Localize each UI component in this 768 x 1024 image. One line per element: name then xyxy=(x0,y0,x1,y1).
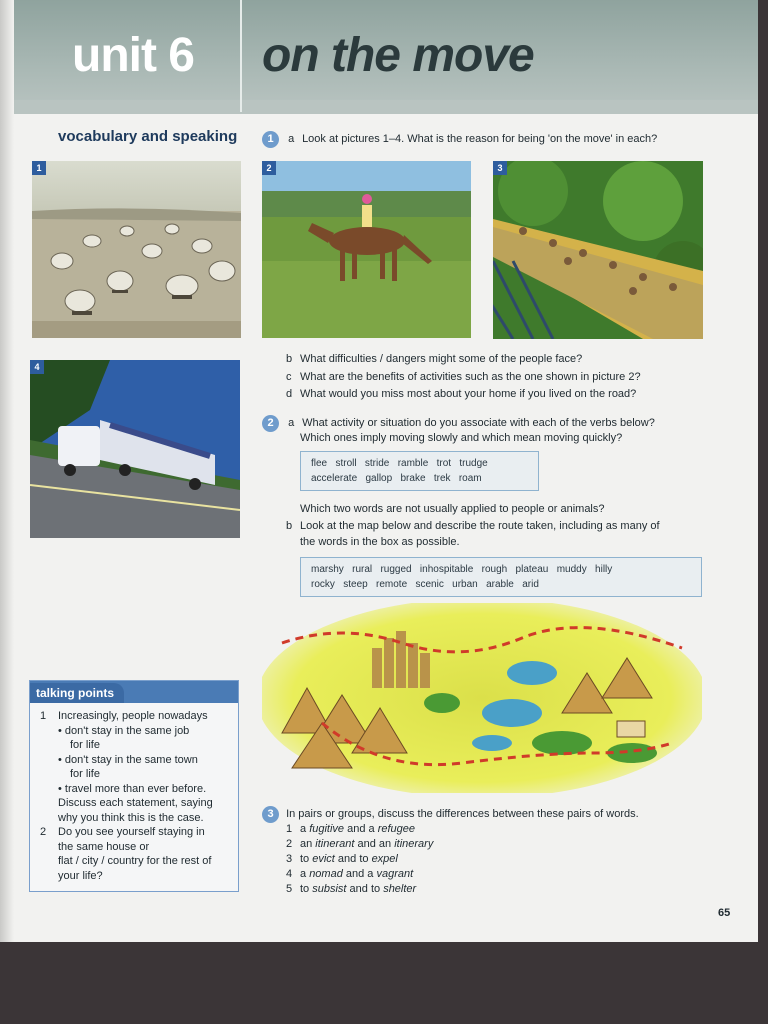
tp-bullet-1: • don't stay in the same job xyxy=(58,724,190,737)
q1-number-badge: 1 xyxy=(262,131,279,148)
q2-b-line2: the words in the box as possible. xyxy=(300,536,460,548)
adjectives-row-1: marshy rural rugged inhospitable rough plateau muddy hilly xyxy=(311,564,613,575)
q2-a-letter: a xyxy=(288,417,295,429)
q2-which-two: Which two words are not usually applied to people or animals? xyxy=(300,503,605,515)
page-number: 65 xyxy=(718,907,731,919)
q1-a-letter: a xyxy=(288,133,295,145)
q3-word: evict xyxy=(312,853,335,865)
q3-word: refugee xyxy=(377,823,415,835)
adjectives-row-2: rocky steep remote scenic urban arable arid xyxy=(311,579,539,590)
unit-title: on the move xyxy=(262,29,534,82)
q1-a xyxy=(262,131,657,148)
q1-b xyxy=(286,352,582,367)
header-band xyxy=(0,100,758,114)
picture-3-crowded-bridge xyxy=(493,161,703,339)
q1-c xyxy=(286,370,641,385)
q1-c-text: What are the benefits of activities such as the one shown in picture 2? xyxy=(300,371,641,383)
q3-item xyxy=(286,852,433,867)
q3-item-mid: and to xyxy=(334,853,372,865)
q3-item-number: 4 xyxy=(286,868,293,880)
tp-item-2-line3: flat / city / country for the rest of xyxy=(58,855,212,867)
q1-b-letter: b xyxy=(286,353,293,365)
q3-item-mid: and a xyxy=(344,823,378,835)
route-map-illustration xyxy=(262,603,702,793)
unit-number: unit 6 xyxy=(72,29,194,82)
q3-intro xyxy=(262,806,639,823)
picture-2-number: 2 xyxy=(262,161,276,175)
tp-discuss-2: why you think this is the case. xyxy=(58,811,204,824)
picture-1-wagon-train xyxy=(32,161,241,338)
q1-d-letter: d xyxy=(286,388,293,400)
q3-item-number: 2 xyxy=(286,838,293,850)
q2-b-line1: Look at the map below and describe the route taken, including as many of xyxy=(300,520,660,532)
verbs-row-2: accelerate gallop brake trek roam xyxy=(311,473,482,484)
q3-item-pre: a xyxy=(300,868,310,880)
tp-discuss-1: Discuss each statement, saying xyxy=(58,797,213,809)
q3-list xyxy=(286,822,433,897)
q3-word: vagrant xyxy=(376,868,414,880)
q3-item xyxy=(286,822,433,837)
q3-word: fugitive xyxy=(309,823,345,835)
q3-word: expel xyxy=(371,853,398,865)
q3-word: itinerary xyxy=(394,838,434,850)
q3-word: shelter xyxy=(383,883,417,895)
tp-bullet-2: • don't stay in the same town xyxy=(58,753,198,766)
verbs-row-1: flee stroll stride ramble trot trudge xyxy=(311,458,488,469)
q3-item xyxy=(286,882,433,897)
talking-points-body xyxy=(40,709,234,883)
q2-number-badge: 2 xyxy=(262,415,279,432)
q3-item xyxy=(286,837,433,852)
q3-item-number: 3 xyxy=(286,853,293,865)
talking-points-title: talking points xyxy=(30,683,124,703)
q1-c-letter: c xyxy=(286,371,292,383)
tp-item-1 xyxy=(40,709,234,724)
q2-a-line2: Which ones imply moving slowly and which mean moving quickly? xyxy=(300,432,623,444)
q3-item-number: 5 xyxy=(286,883,293,895)
q3-word: subsist xyxy=(312,883,347,895)
q1-a-text: Look at pictures 1–4. What is the reason for being 'on the move' in each? xyxy=(302,133,658,145)
q3-item-pre: a xyxy=(300,823,310,835)
q3-item-mid: and an xyxy=(354,838,395,850)
tp-item-2-number: 2 xyxy=(40,826,47,838)
q2-a xyxy=(262,415,655,432)
q2-a-line1: What activity or situation do you associate with each of the verbs below? xyxy=(302,417,655,429)
section-title: vocabulary and speaking xyxy=(58,128,238,145)
picture-4-truck xyxy=(30,360,240,538)
q3-item-mid: and to xyxy=(346,883,384,895)
q1-d-text: What would you miss most about your home if you lived on the road? xyxy=(300,388,637,400)
tp-bullet-3: • travel more than ever before. xyxy=(58,782,207,795)
tp-item-2-text: Do you see yourself staying in xyxy=(58,826,205,838)
talking-points-header xyxy=(30,681,238,703)
tp-bullet-2-cont: for life xyxy=(70,768,100,780)
tp-item-1-number: 1 xyxy=(40,710,47,722)
tp-item-2 xyxy=(40,825,234,840)
picture-3-number: 3 xyxy=(493,161,507,175)
q3-number-badge: 3 xyxy=(262,806,279,823)
picture-2-horse-rider xyxy=(262,161,471,338)
q2-b xyxy=(286,519,660,534)
tp-item-1-text: Increasingly, people nowadays xyxy=(58,710,208,722)
adjectives-word-box xyxy=(300,557,702,597)
unit-header xyxy=(0,0,758,112)
q3-intro-text: In pairs or groups, discuss the differences between these pairs of words. xyxy=(286,808,639,820)
q3-word: itinerant xyxy=(315,838,355,850)
verbs-word-box xyxy=(300,451,539,491)
tp-bullet-1-cont: for life xyxy=(70,739,100,751)
header-divider xyxy=(240,0,242,112)
q3-item-pre: an xyxy=(300,838,316,850)
picture-1-number: 1 xyxy=(32,161,46,175)
q3-item-mid: and a xyxy=(342,868,377,880)
q1-d xyxy=(286,387,636,402)
tp-item-2-line4: your life? xyxy=(58,869,103,882)
q3-item xyxy=(286,867,433,882)
q3-item-pre: to xyxy=(300,853,313,865)
q3-item-pre: to xyxy=(300,883,313,895)
tp-item-2-line2: the same house or xyxy=(58,840,150,853)
picture-4-number: 4 xyxy=(30,360,44,374)
q2-b-letter: b xyxy=(286,520,293,532)
q3-item-number: 1 xyxy=(286,823,293,835)
q1-b-text: What difficulties / dangers might some of the people face? xyxy=(300,353,583,365)
q3-word: nomad xyxy=(309,868,343,880)
page-spine-shadow xyxy=(0,0,14,942)
talking-points-box xyxy=(29,680,239,892)
